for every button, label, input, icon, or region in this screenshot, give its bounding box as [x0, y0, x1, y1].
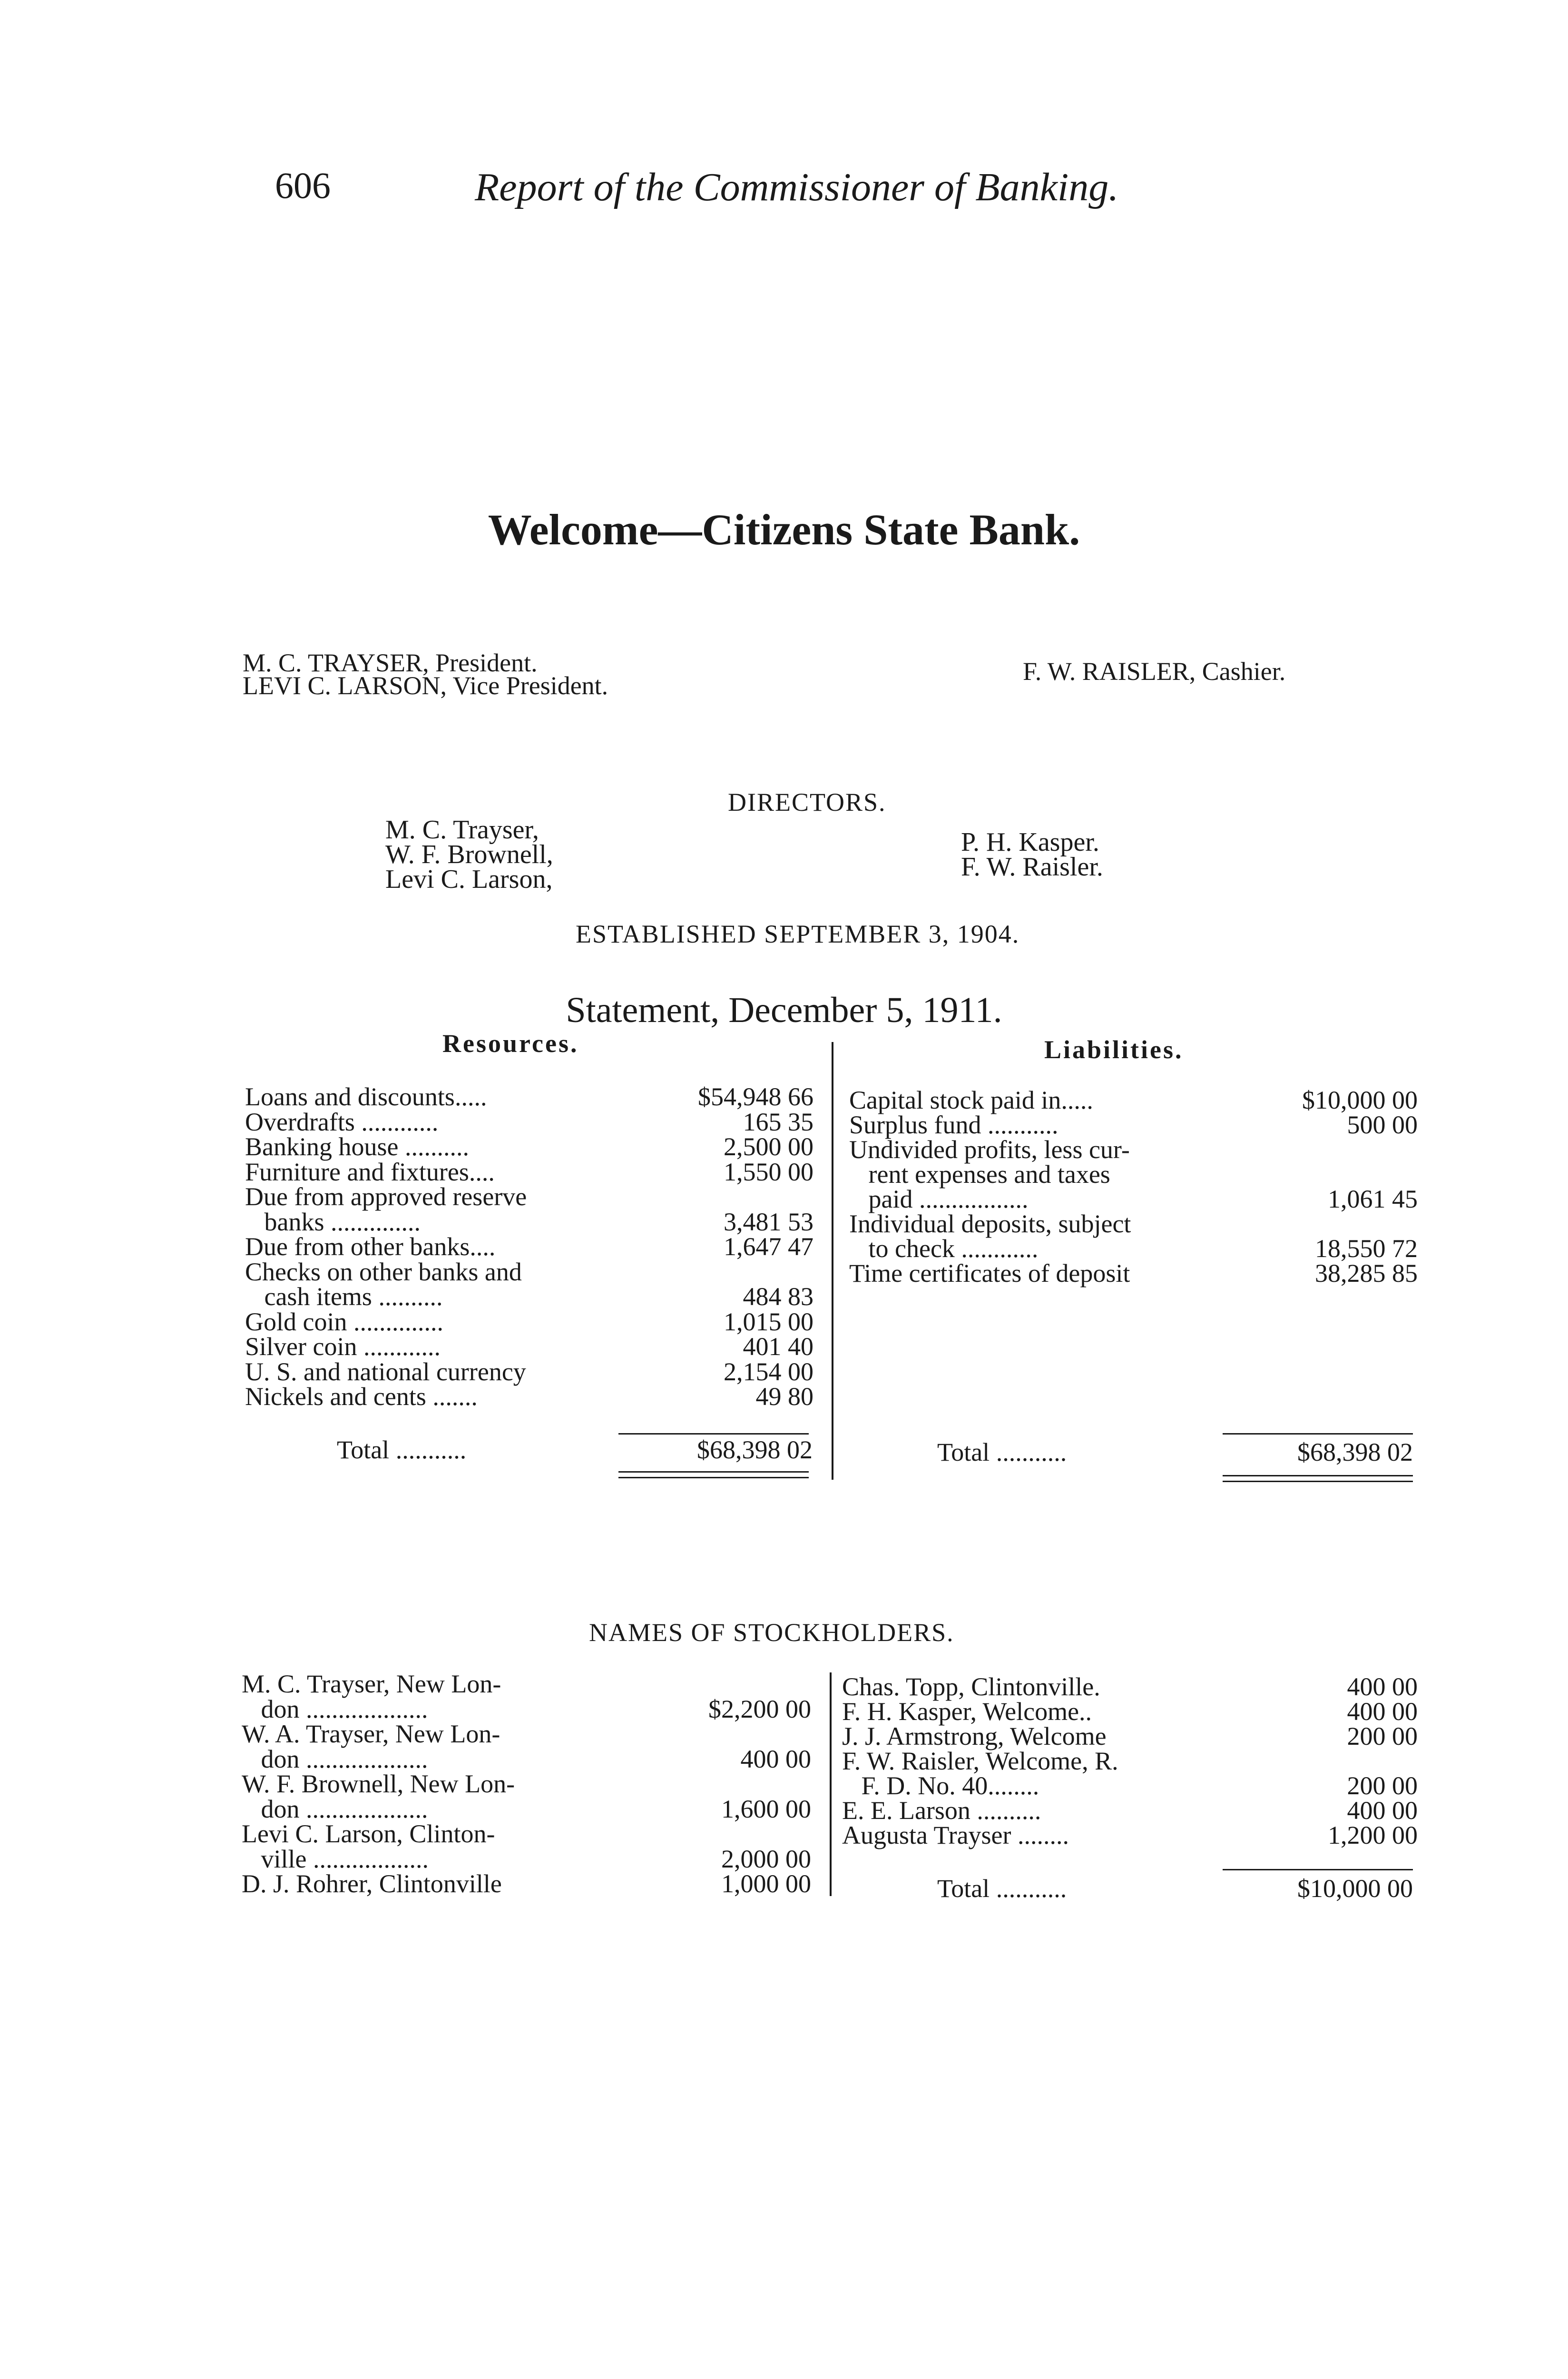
resource-amount: 2,500 00: [724, 1132, 813, 1161]
stockholder-left-amount: 1,600 00: [721, 1794, 811, 1823]
resource-label: Due from approved reserve: [245, 1182, 527, 1211]
stockholder-right-amount: 400 00: [1347, 1796, 1418, 1825]
running-title: Report of the Commissioner of Banking.: [475, 165, 1119, 209]
resource-amount: 484 83: [743, 1282, 813, 1311]
liabilities-double-rule-1: [1223, 1475, 1413, 1476]
stockholder-left-amount: 400 00: [740, 1744, 811, 1773]
liability-label: Undivided profits, less cur-: [849, 1135, 1130, 1164]
stockholders-total-label: Total ...........: [937, 1874, 1067, 1903]
resource-label: Overdrafts ............: [245, 1107, 439, 1136]
stockholder-left-label: W. F. Brownell, New Lon-: [242, 1770, 515, 1798]
liability-label: Individual deposits, subject: [849, 1209, 1131, 1238]
page-number: 606: [275, 165, 331, 206]
liability-amount: $10,000 00: [1302, 1086, 1418, 1114]
stockholder-left-amount: $2,200 00: [708, 1694, 811, 1723]
stockholder-left-label: W. A. Trayser, New Lon-: [242, 1720, 500, 1748]
liability-label: Surplus fund ...........: [849, 1111, 1058, 1139]
stockholder-right-label: F. W. Raisler, Welcome, R.: [842, 1747, 1118, 1775]
liability-amount: 1,061 45: [1328, 1185, 1418, 1213]
liability-label: to check ............: [849, 1234, 1039, 1263]
stockholder-right-amount: 200 00: [1347, 1722, 1418, 1750]
director-right-2: F. W. Raisler.: [961, 852, 1103, 882]
liabilities-total-amount: $68,398 02: [1297, 1438, 1413, 1466]
liability-label: Capital stock paid in.....: [849, 1086, 1093, 1114]
resources-total-amount: $68,398 02: [697, 1435, 813, 1464]
liabilities-total-rule: [1223, 1433, 1413, 1435]
officer-cashier: F. W. RAISLER, Cashier.: [1023, 657, 1286, 686]
resource-label: Gold coin ..............: [245, 1307, 443, 1336]
bank-title: Welcome—Citizens State Bank.: [488, 505, 1080, 554]
resources-heading: Resources.: [442, 1029, 579, 1058]
liability-label: paid .................: [849, 1185, 1029, 1213]
resource-amount: 2,154 00: [724, 1357, 813, 1386]
liabilities-double-rule-2: [1223, 1481, 1413, 1482]
resource-amount: $54,948 66: [698, 1082, 813, 1111]
stockholders-column-divider: [830, 1672, 832, 1896]
resources-double-rule-2: [618, 1477, 809, 1478]
stockholder-left-label: ville ..................: [242, 1844, 429, 1873]
resource-label: Nickels and cents .......: [245, 1382, 478, 1411]
resource-label: cash items ..........: [245, 1282, 443, 1311]
liability-amount: 18,550 72: [1315, 1234, 1418, 1263]
resource-amount: 1,015 00: [724, 1307, 813, 1336]
liability-amount: 38,285 85: [1315, 1259, 1418, 1288]
resources-total-label: Total ...........: [337, 1435, 467, 1464]
stockholder-left-label: don ...................: [242, 1694, 428, 1723]
stockholder-right-label: F. D. No. 40........: [842, 1771, 1039, 1800]
resource-label: Loans and discounts.....: [245, 1082, 487, 1111]
stockholder-right-label: Augusta Trayser ........: [842, 1821, 1069, 1849]
resource-amount: 3,481 53: [724, 1207, 813, 1236]
directors-heading: DIRECTORS.: [728, 788, 886, 816]
resource-label: Banking house ..........: [245, 1132, 469, 1161]
stockholder-left-label: Levi C. Larson, Clinton-: [242, 1819, 495, 1848]
stockholder-right-amount: 200 00: [1347, 1771, 1418, 1800]
stockholder-right-label: E. E. Larson ..........: [842, 1796, 1041, 1825]
stockholder-left-amount: 1,000 00: [721, 1869, 811, 1898]
liability-label: rent expenses and taxes: [849, 1160, 1110, 1189]
stockholder-left-label: D. J. Rohrer, Clintonville: [242, 1869, 502, 1898]
liability-label: Time certificates of deposit: [849, 1259, 1130, 1288]
resource-label: Furniture and fixtures....: [245, 1157, 495, 1186]
stockholder-right-label: J. J. Armstrong, Welcome: [842, 1722, 1107, 1750]
director-left-3: Levi C. Larson,: [385, 865, 553, 894]
stockholders-heading: NAMES OF STOCKHOLDERS.: [589, 1618, 954, 1647]
resource-label: banks ..............: [245, 1207, 421, 1236]
director-right-1: P. H. Kasper.: [961, 827, 1099, 857]
resource-amount: 165 35: [743, 1107, 813, 1136]
stockholder-right-amount: 400 00: [1347, 1697, 1418, 1726]
stockholder-right-amount: 1,200 00: [1328, 1821, 1418, 1849]
resource-amount: 49 80: [755, 1382, 813, 1411]
resource-amount: 1,550 00: [724, 1157, 813, 1186]
director-left-2: W. F. Brownell,: [385, 840, 553, 869]
resource-amount: 401 40: [743, 1332, 813, 1361]
statement-column-divider: [832, 1042, 833, 1480]
stockholder-right-label: Chas. Topp, Clintonville.: [842, 1672, 1100, 1701]
stockholders-total-rule: [1223, 1869, 1413, 1870]
resources-total-rule: [618, 1433, 809, 1435]
liabilities-total-label: Total ...........: [937, 1438, 1067, 1466]
resource-label: U. S. and national currency: [245, 1357, 526, 1386]
resource-label: Due from other banks....: [245, 1232, 496, 1261]
statement-title: Statement, December 5, 1911.: [566, 990, 1002, 1030]
stockholder-right-label: F. H. Kasper, Welcome..: [842, 1697, 1092, 1726]
stockholder-left-label: don ...................: [242, 1744, 428, 1773]
liability-amount: 500 00: [1347, 1111, 1418, 1139]
stockholders-total-amount: $10,000 00: [1297, 1874, 1413, 1903]
director-left-1: M. C. Trayser,: [385, 815, 539, 845]
officer-president: M. C. TRAYSER, President.: [243, 649, 538, 677]
liabilities-heading: Liabilities.: [1044, 1035, 1184, 1064]
stockholder-left-amount: 2,000 00: [721, 1844, 811, 1873]
officer-vice-president: LEVI C. LARSON, Vice President.: [243, 671, 608, 700]
resources-double-rule-1: [618, 1471, 809, 1473]
established-date: ESTABLISHED SEPTEMBER 3, 1904.: [576, 920, 1020, 948]
resource-label: Checks on other banks and: [245, 1257, 522, 1286]
stockholder-right-amount: 400 00: [1347, 1672, 1418, 1701]
resource-amount: 1,647 47: [724, 1232, 813, 1261]
stockholder-left-label: M. C. Trayser, New Lon-: [242, 1670, 501, 1698]
stockholder-left-label: don ...................: [242, 1794, 428, 1823]
resource-label: Silver coin ............: [245, 1332, 441, 1361]
